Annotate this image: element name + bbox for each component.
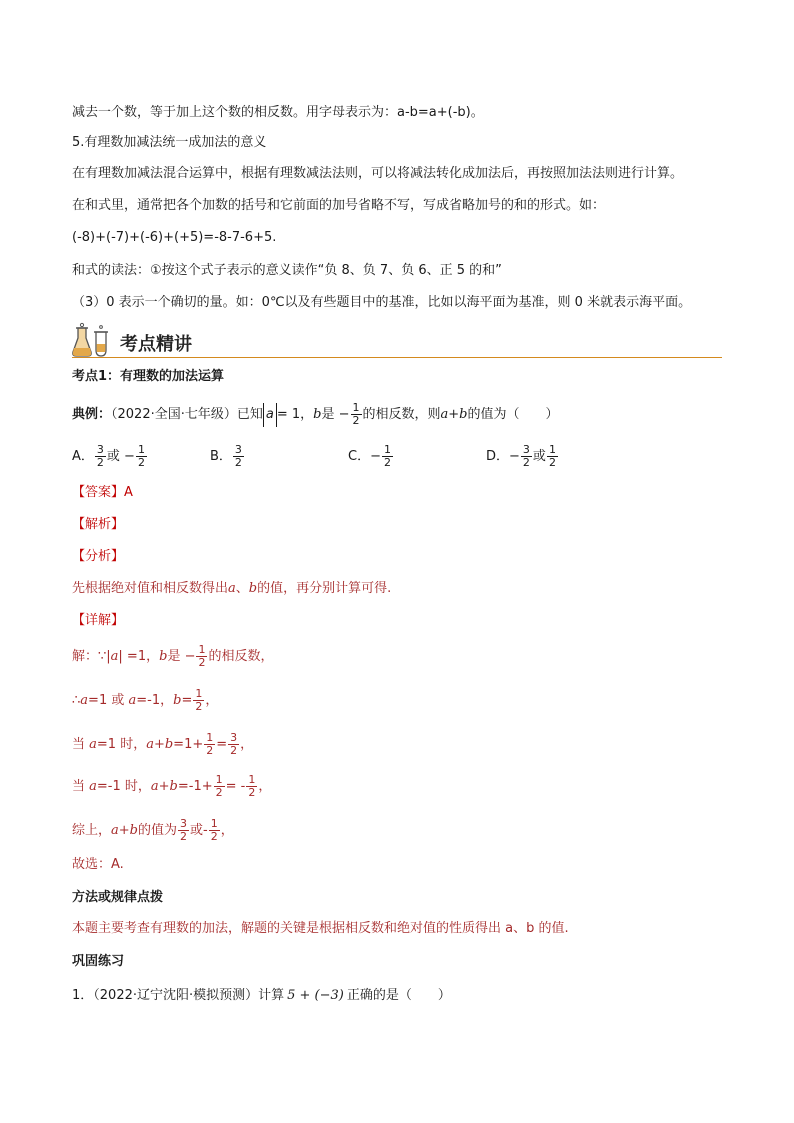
practice-title: 巩固练习 — [72, 954, 125, 969]
example-tail: 的相反数，则 — [362, 407, 441, 422]
abs-a: a — [263, 403, 277, 427]
section-title: 考点精讲 — [120, 334, 192, 355]
solution-line-5: 综上，a+b的值为 $\frac{3}{2}$ 或- $\frac{1}{2}$ ， — [72, 817, 234, 843]
var-b: b — [313, 407, 322, 422]
section-divider — [72, 357, 722, 358]
example-mid: 是 − — [321, 407, 350, 422]
point-title: 考点1：有理数的加法运算 — [72, 369, 225, 384]
example-source: （2022·全国·七年级）已知 — [111, 407, 263, 422]
option-c[interactable]: C．− $\frac{1}{2}$ — [348, 443, 391, 469]
intro-line-6: 和式的读法：①按这个式子表示的意义读作“负 8、负 7、负 6、正 5 的和” — [72, 263, 502, 278]
example-question — [72, 402, 559, 427]
example-label: 典例： — [72, 407, 112, 422]
solution-line-2: ∴a=1 或 a=-1，b= $\frac{1}{2}$ ， — [72, 687, 219, 713]
intro-line-5: (-8)+(-7)+(-6)+(+5)=-8-7-6+5. — [72, 230, 277, 245]
var-apb: a+b — [440, 407, 468, 422]
fenxi-text: 先根据绝对值和相反数得出a、b的值，再分别计算可得. — [72, 581, 392, 596]
option-a[interactable]: A． $\frac{3}{2}$ 或 − $\frac{1}{2}$ — [72, 443, 145, 469]
example-tail-2: 的值为（ ） — [467, 407, 559, 422]
intro-line-3: 在有理数加减法混合运算中，根据有理数减法法则，可以将减法转化成加法后，再按照加法法则进行计算。 — [72, 166, 684, 181]
lab-flask-icon — [72, 322, 116, 358]
intro-heading-5: 5.有理数加减法统一成加法的意义 — [72, 135, 267, 150]
option-b[interactable]: B． $\frac{3}{2}$ — [210, 443, 242, 469]
solution-line-4: 当 a=-1 时，a+b=-1+ $\frac{1}{2}$ = - $\frac{1}{2}$ ， — [72, 773, 272, 799]
intro-line-7: （3）0 表示一个确切的量。如：0℃以及有些题目中的基准，比如以海平面为基准，则 0 米就表示海平面。 — [72, 295, 692, 310]
method-title: 方法或规律点拨 — [72, 890, 164, 905]
method-text: 本题主要考查有理数的加法，解题的关键是根据相反数和绝对值的性质得出 a、b 的值. — [72, 921, 569, 936]
intro-line-4: 在和式里，通常把各个加数的括号和它前面的加号省略不写，写成省略加号的和的形式。如： — [72, 198, 606, 213]
solution-line-6: 故选：A. — [72, 857, 124, 872]
answer-label: 【答案】A — [72, 485, 133, 500]
detail-label: 【详解】 — [72, 613, 125, 628]
analysis-label: 【解析】 — [72, 517, 125, 532]
example-eq: = 1， — [276, 407, 314, 422]
fenxi-label: 【分析】 — [72, 549, 125, 564]
solution-line-1: 解：∵|a| =1，b是 − $\frac{1}{2}$ 的相反数， — [72, 643, 274, 669]
fraction: $\frac{1}{2}$ — [352, 401, 360, 427]
solution-line-3: 当 a=1 时，a+b=1+ $\frac{1}{2}$ = $\frac{3}{2}$ ， — [72, 731, 254, 757]
practice-question-1: 1．（2022·辽宁沈阳·模拟预测）计算 5 + (−3) 正确的是（ ） — [72, 988, 451, 1003]
option-d[interactable]: D．− $\frac{3}{2}$ 或 $\frac{1}{2}$ — [486, 443, 556, 469]
intro-line-1: 减去一个数，等于加上这个数的相反数。用字母表示为：a-b=a+(-b)。 — [72, 105, 484, 120]
